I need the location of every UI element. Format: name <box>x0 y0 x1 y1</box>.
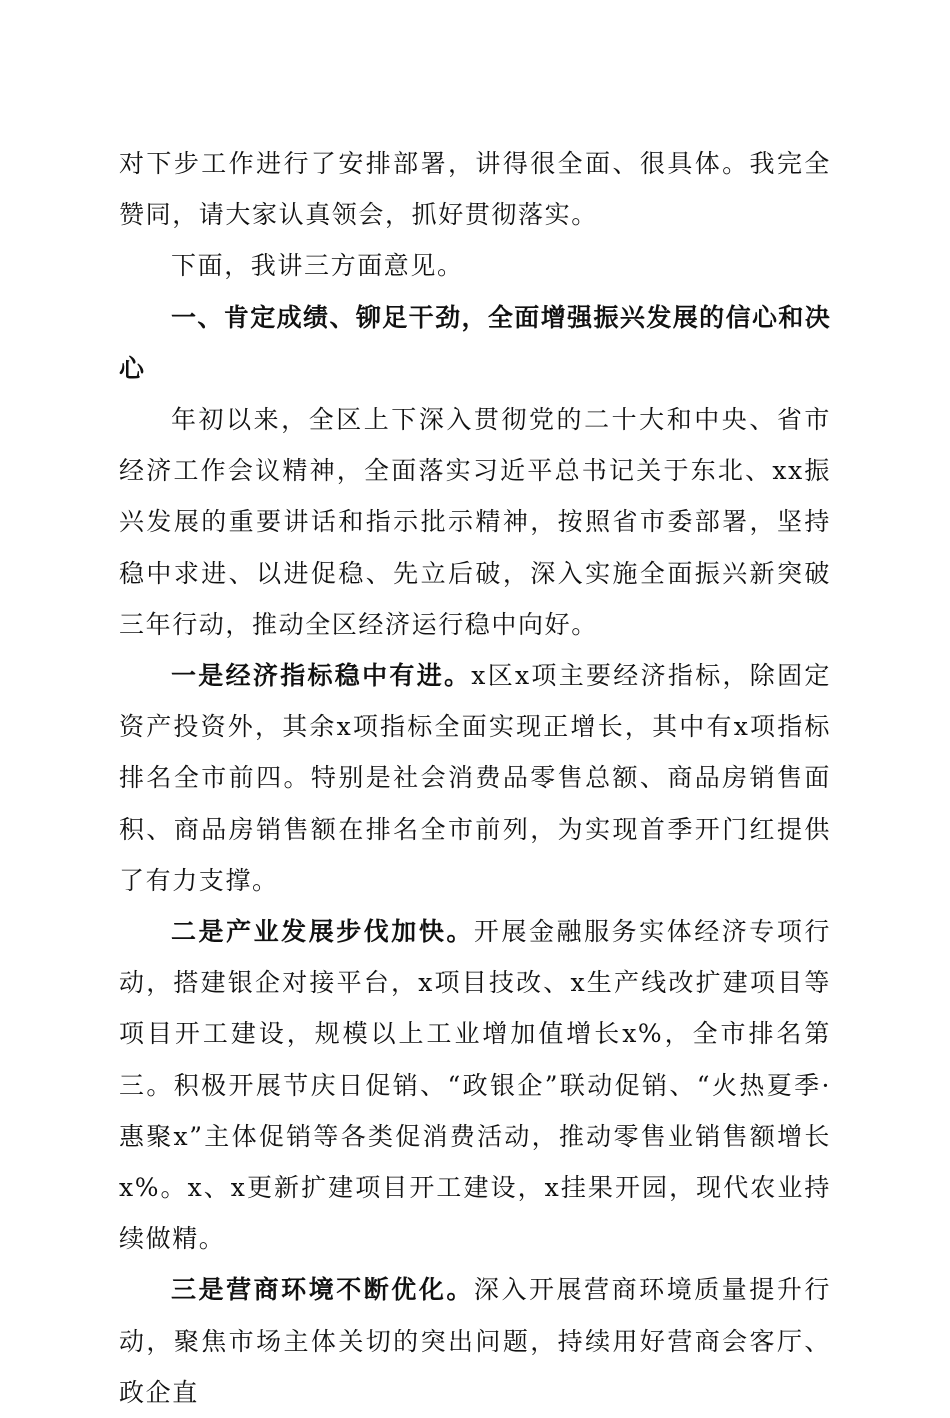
paragraph-point-3 <box>119 1264 831 1418</box>
point-3-lead: 三是营商环境不断优化。 <box>171 1275 474 1305</box>
paragraph-point-1 <box>119 650 831 906</box>
point-1-body: x区x项主要经济指标，除固定资产投资外，其余x项指标全面实现正增长，其中有x项指标排名全市前四。特别是社会消费品零售总额、商品房销售面积、商品房销售额在排名全市前列，为实现首季开门红提供了有力支撑。 <box>119 661 831 895</box>
document-body <box>119 138 831 1418</box>
point-2-lead: 二是产业发展步伐加快。 <box>171 917 474 947</box>
paragraph-overview: 年初以来，全区上下深入贯彻党的二十大和中央、省市经济工作会议精神，全面落实习近平总书记关于东北、xx振兴发展的重要讲话和指示批示精神，按照省市委部署，坚持稳中求进、以进促稳、先立后破，深入实施全面振兴新突破三年行动，推动全区经济运行稳中向好。 <box>119 405 831 639</box>
point-1-lead: 一是经济指标稳中有进。 <box>171 661 472 691</box>
section-heading-1: 一、肯定成绩、铆足干劲，全面增强振兴发展的信心和决心 <box>119 302 831 383</box>
point-3-body: 深入开展营商环境质量提升行动，聚焦市场主体关切的突出问题，持续用好营商会客厅、政企直 <box>119 1275 831 1407</box>
paragraph-point-2 <box>119 906 831 1264</box>
paragraph-intro: 下面，我讲三方面意见。 <box>171 251 464 281</box>
point-2-body: 开展金融服务实体经济专项行动，搭建银企对接平台，x项目技改、x生产线改扩建项目等项目开工建设，规模以上工业增加值增长x%，全市排名第三。积极开展节庆日促销、“政银企”联动促销、“火热夏季·惠聚x”主体促销等各类促消费活动，推动零售业销售额增长x%。x、x更新扩建项目开工建设，x挂果开园，现代农业持续做精。 <box>119 917 831 1254</box>
paragraph-continuation: 对下步工作进行了安排部署，讲得很全面、很具体。我完全赞同，请大家认真领会，抓好贯彻落实。 <box>119 149 831 230</box>
